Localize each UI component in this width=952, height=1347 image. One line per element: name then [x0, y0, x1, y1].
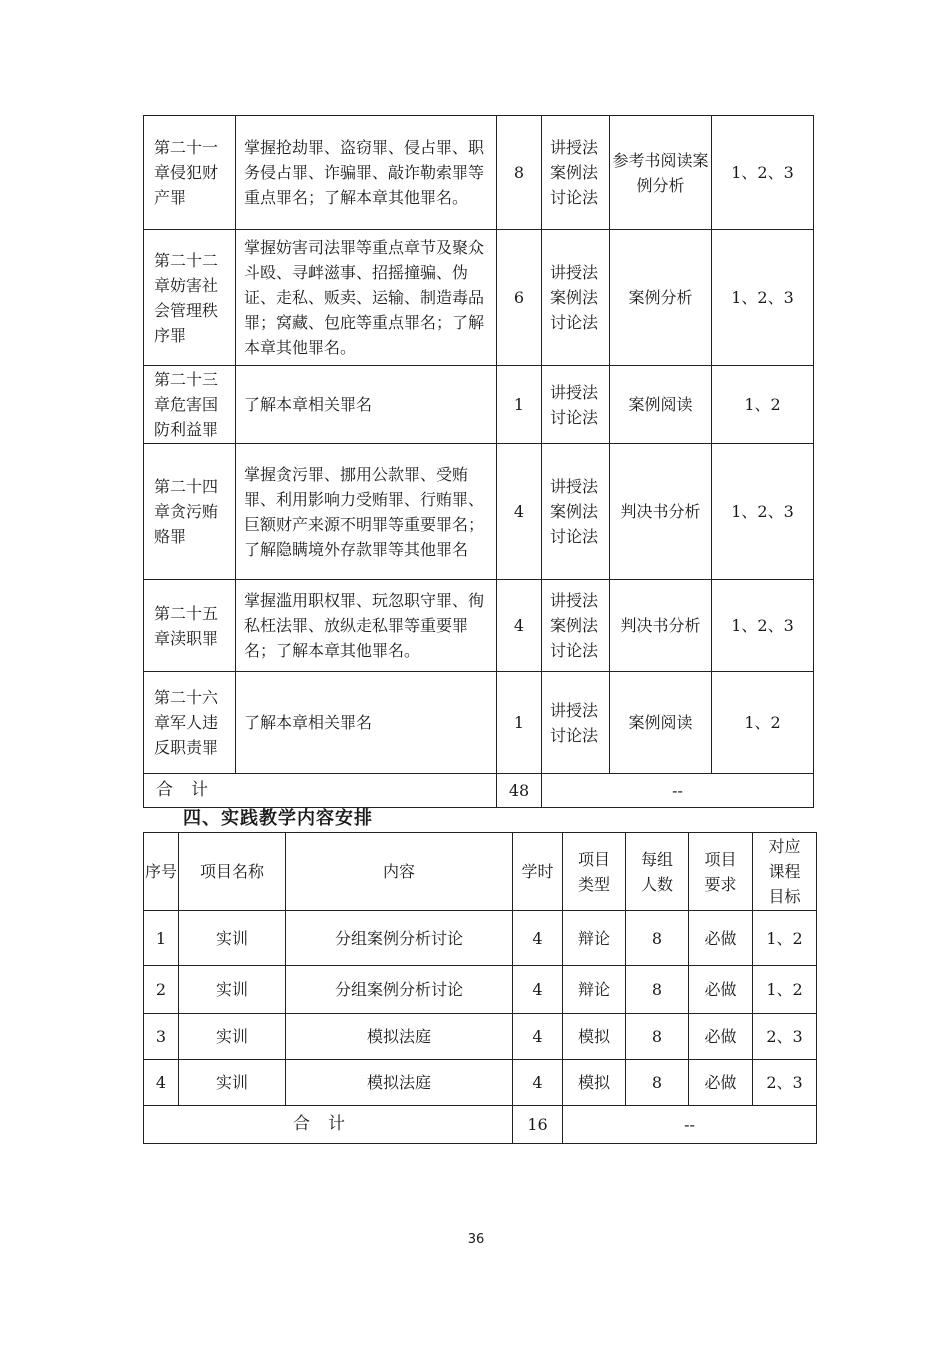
header-content: 内容: [286, 833, 513, 911]
goal-cell: 2、3: [753, 1060, 817, 1106]
req-cell: 必做: [689, 1060, 753, 1106]
requirement-cell: 了解本章相关罪名: [236, 366, 497, 444]
table-row: [144, 911, 817, 966]
name-cell: 实训: [179, 1014, 286, 1060]
activity-cell: 案例阅读: [610, 366, 712, 444]
table-row: [144, 1014, 817, 1060]
no-cell: 2: [144, 966, 179, 1014]
type-cell: 模拟: [563, 1060, 626, 1106]
chapter-cell: 第二十六章军人违反职责罪: [144, 672, 236, 774]
table-row: [144, 366, 814, 444]
content-cell: 模拟法庭: [286, 1014, 513, 1060]
hours-cell: 1: [497, 672, 542, 774]
no-cell: 4: [144, 1060, 179, 1106]
header-hours: 学时: [513, 833, 563, 911]
hours-cell: 4: [513, 1060, 563, 1106]
table-row: [144, 230, 814, 366]
hours-cell: 4: [497, 444, 542, 580]
total-rest: --: [542, 774, 814, 808]
content-cell: 模拟法庭: [286, 1060, 513, 1106]
type-cell: 辩论: [563, 966, 626, 1014]
practice-schedule-table: [143, 832, 817, 1144]
practice-table-body: [144, 833, 817, 1144]
size-cell: 8: [626, 911, 689, 966]
header-size: 每组人数: [626, 833, 689, 911]
table-row: [144, 444, 814, 580]
goal-cell: 1、2: [753, 966, 817, 1014]
chapter-cell: 第二十二章妨害社会管理秩序罪: [144, 230, 236, 366]
activity-cell: 案例阅读: [610, 672, 712, 774]
name-cell: 实训: [179, 966, 286, 1014]
size-cell: 8: [626, 966, 689, 1014]
total-hours: 16: [513, 1106, 563, 1144]
no-cell: 3: [144, 1014, 179, 1060]
activity-cell: 参考书阅读案例分析: [610, 116, 712, 230]
content-cell: 分组案例分析讨论: [286, 911, 513, 966]
table-row: [144, 966, 817, 1014]
hours-cell: 6: [497, 230, 542, 366]
hours-cell: 8: [497, 116, 542, 230]
name-cell: 实训: [179, 1060, 286, 1106]
hours-cell: 4: [513, 911, 563, 966]
activity-cell: 案例分析: [610, 230, 712, 366]
total-row: [144, 1106, 817, 1144]
goal-cell: 1、2: [712, 366, 814, 444]
method-cell: 讲授法案例法讨论法: [542, 116, 610, 230]
page-number: 36: [467, 1232, 485, 1247]
type-cell: 模拟: [563, 1014, 626, 1060]
requirement-cell: 掌握滥用职权罪、玩忽职守罪、徇私枉法罪、放纵走私罪等重要罪名；了解本章其他罪名。: [236, 580, 497, 672]
header-row: [144, 833, 817, 911]
name-cell: 实训: [179, 911, 286, 966]
hours-cell: 4: [497, 580, 542, 672]
no-cell: 1: [144, 911, 179, 966]
theory-schedule-table: [143, 115, 814, 808]
method-cell: 讲授法案例法讨论法: [542, 580, 610, 672]
header-req: 项目要求: [689, 833, 753, 911]
requirement-cell: 掌握抢劫罪、盗窃罪、侵占罪、职务侵占罪、诈骗罪、敲诈勒索罪等重点罪名；了解本章其他罪名。: [236, 116, 497, 230]
header-goal: 对应课程目标: [753, 833, 817, 911]
method-cell: 讲授法讨论法: [542, 366, 610, 444]
size-cell: 8: [626, 1014, 689, 1060]
content-cell: 分组案例分析讨论: [286, 966, 513, 1014]
table-row: [144, 672, 814, 774]
method-cell: 讲授法案例法讨论法: [542, 230, 610, 366]
total-hours: 48: [497, 774, 542, 808]
hours-cell: 4: [513, 966, 563, 1014]
total-label: 合计: [144, 774, 497, 808]
goal-cell: 1、2、3: [712, 116, 814, 230]
req-cell: 必做: [689, 1014, 753, 1060]
total-label: 合计: [144, 1106, 513, 1144]
total-row: [144, 774, 814, 808]
requirement-cell: 了解本章相关罪名: [236, 672, 497, 774]
hours-cell: 1: [497, 366, 542, 444]
requirement-cell: 掌握妨害司法罪等重点章节及聚众斗殴、寻衅滋事、招摇撞骗、伪证、走私、贩卖、运输、制造毒品罪；窝藏、包庇等重点罪名；了解本章其他罪名。: [236, 230, 497, 366]
goal-cell: 1、2: [753, 911, 817, 966]
section-heading: 四、实践教学内容安排: [183, 808, 373, 829]
header-type: 项目类型: [563, 833, 626, 911]
table-row: [144, 116, 814, 230]
table-row: [144, 580, 814, 672]
method-cell: 讲授法讨论法: [542, 672, 610, 774]
header-no: 序号: [144, 833, 179, 911]
goal-cell: 1、2、3: [712, 444, 814, 580]
goal-cell: 2、3: [753, 1014, 817, 1060]
header-name: 项目名称: [179, 833, 286, 911]
requirement-cell: 掌握贪污罪、挪用公款罪、受贿罪、利用影响力受贿罪、行贿罪、巨额财产来源不明罪等重要罪名；了解隐瞒境外存款罪等其他罪名: [236, 444, 497, 580]
chapter-cell: 第二十一章侵犯财产罪: [144, 116, 236, 230]
total-rest: --: [563, 1106, 817, 1144]
chapter-cell: 第二十五章渎职罪: [144, 580, 236, 672]
chapter-cell: 第二十三章危害国防利益罪: [144, 366, 236, 444]
method-cell: 讲授法案例法讨论法: [542, 444, 610, 580]
req-cell: 必做: [689, 911, 753, 966]
type-cell: 辩论: [563, 911, 626, 966]
req-cell: 必做: [689, 966, 753, 1014]
goal-cell: 1、2: [712, 672, 814, 774]
goal-cell: 1、2、3: [712, 230, 814, 366]
goal-cell: 1、2、3: [712, 580, 814, 672]
activity-cell: 判决书分析: [610, 580, 712, 672]
chapter-cell: 第二十四章贪污贿赂罪: [144, 444, 236, 580]
table-row: [144, 1060, 817, 1106]
hours-cell: 4: [513, 1014, 563, 1060]
theory-table-body: [144, 116, 814, 808]
size-cell: 8: [626, 1060, 689, 1106]
activity-cell: 判决书分析: [610, 444, 712, 580]
